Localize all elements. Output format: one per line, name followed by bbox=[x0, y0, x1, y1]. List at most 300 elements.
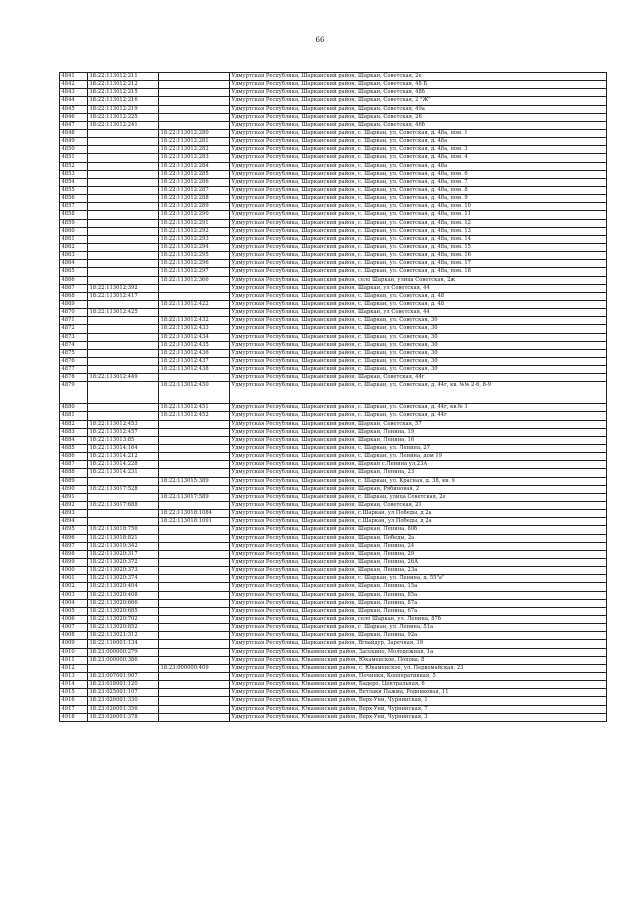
premises-cadastral-number-cell bbox=[159, 485, 230, 493]
address-cell: Удмуртская Республика, Шарканский район, Шаркан, Советская, 49а bbox=[230, 105, 607, 113]
cadastral-number-cell bbox=[88, 341, 159, 349]
row-number-cell: 4915 bbox=[60, 689, 88, 697]
table-row bbox=[60, 325, 607, 333]
premises-cadastral-number-cell bbox=[159, 469, 230, 477]
cadastral-number-cell bbox=[88, 477, 159, 485]
row-number-cell: 4886 bbox=[60, 453, 88, 461]
premises-cadastral-number-cell bbox=[159, 374, 230, 382]
row-number-cell: 4911 bbox=[60, 656, 88, 664]
premises-cadastral-number-cell: 18:22:113018:1084 bbox=[159, 510, 230, 518]
table-row bbox=[60, 203, 607, 211]
registry-table bbox=[59, 72, 607, 722]
cadastral-number-cell bbox=[88, 146, 159, 154]
address-cell: Удмуртская Республика, Шарканский район, с. Шаркан, ул. Советская, 30 bbox=[230, 349, 607, 357]
cadastral-number-cell bbox=[88, 235, 159, 243]
row-number-cell: 4898 bbox=[60, 550, 88, 558]
row-number-cell: 4899 bbox=[60, 559, 88, 567]
cadastral-number-cell bbox=[88, 219, 159, 227]
row-number-cell: 4861 bbox=[60, 235, 88, 243]
premises-cadastral-number-cell: 18:22:113012:291 bbox=[159, 219, 230, 227]
premises-cadastral-number-cell: 18:22:113012:436 bbox=[159, 349, 230, 357]
premises-cadastral-number-cell: 18:22:113012:293 bbox=[159, 235, 230, 243]
row-number-cell: 4849 bbox=[60, 138, 88, 146]
row-number-cell: 4917 bbox=[60, 705, 88, 713]
address-cell: Удмуртская Республика, Шарканский район, с. Шаркан, ул. Советская, д. 48 bbox=[230, 300, 607, 308]
premises-cadastral-number-cell bbox=[159, 461, 230, 469]
row-number-cell: 4912 bbox=[60, 664, 88, 672]
address-cell: Удмуртская Республика, Шарканский район, Шаркан, Советская, 46б bbox=[230, 121, 607, 129]
premises-cadastral-number-cell bbox=[159, 97, 230, 105]
premises-cadastral-number-cell bbox=[159, 567, 230, 575]
row-number-cell: 4907 bbox=[60, 624, 88, 632]
cadastral-number-cell: 18:22:113018:821 bbox=[88, 534, 159, 542]
table-row bbox=[60, 436, 607, 444]
table-row bbox=[60, 672, 607, 680]
table-row bbox=[60, 317, 607, 325]
address-cell: Удмуртская Республика, Шарканский район, село Шаркан, ул. Ленина, 87б bbox=[230, 616, 607, 624]
row-number-cell: 4897 bbox=[60, 542, 88, 550]
cadastral-number-cell bbox=[88, 664, 159, 672]
page-number: 66 bbox=[315, 36, 325, 44]
address-cell: Удмуртская Республика, Шарканский район, Шаркан, Ленина, 16 bbox=[230, 436, 607, 444]
address-cell: Удмуртская Республика, Шарканский район, с. Шаркан, ул. Советская, д. 48а, пом. 7 bbox=[230, 178, 607, 186]
table-row bbox=[60, 510, 607, 518]
cadastral-number-cell bbox=[88, 203, 159, 211]
cadastral-number-cell: 18:22:113020:666 bbox=[88, 599, 159, 607]
cadastral-number-cell: 18:23:026001:378 bbox=[88, 713, 159, 721]
cadastral-number-cell: 18:22:113017:528 bbox=[88, 485, 159, 493]
table-row bbox=[60, 559, 607, 567]
cadastral-number-cell: 18:22:113020:317 bbox=[88, 550, 159, 558]
row-number-cell: 4868 bbox=[60, 292, 88, 300]
table-row bbox=[60, 243, 607, 251]
row-number-cell: 4854 bbox=[60, 178, 88, 186]
table-row bbox=[60, 105, 607, 113]
table-row bbox=[60, 73, 607, 81]
row-number-cell: 4871 bbox=[60, 317, 88, 325]
premises-cadastral-number-cell: 18:22:113012:280 bbox=[159, 129, 230, 137]
row-number-cell: 4891 bbox=[60, 493, 88, 501]
row-number-cell: 4850 bbox=[60, 146, 88, 154]
premises-cadastral-number-cell: 18:22:113012:451 bbox=[159, 404, 230, 412]
cadastral-number-cell bbox=[88, 300, 159, 308]
row-number-cell: 4909 bbox=[60, 640, 88, 648]
premises-cadastral-number-cell: 18:22:113012:296 bbox=[159, 260, 230, 268]
cadastral-number-cell: 18:22:113017:688 bbox=[88, 502, 159, 510]
row-number-cell: 4916 bbox=[60, 697, 88, 705]
address-cell: Удмуртская Республика, Шарканский район, Шаркан, Советская, 26 bbox=[230, 113, 607, 121]
row-number-cell: 4890 bbox=[60, 485, 88, 493]
table-row bbox=[60, 567, 607, 575]
premises-cadastral-number-cell bbox=[159, 713, 230, 721]
cadastral-number-cell bbox=[88, 162, 159, 170]
table-row bbox=[60, 485, 607, 493]
address-cell: Удмуртская Республика, Шарканский район, Шаркан, Ленина, 92а bbox=[230, 632, 607, 640]
table-row bbox=[60, 146, 607, 154]
cadastral-number-cell: 18:22:113012:417 bbox=[88, 292, 159, 300]
table-row bbox=[60, 113, 607, 121]
address-cell: Удмуртская Республика, Шарканский район, с. Шаркан, ул. Советская, д. 48а, пом. 12 bbox=[230, 219, 607, 227]
premises-cadastral-number-cell bbox=[159, 436, 230, 444]
cadastral-number-cell: 18:22:113014:228 bbox=[88, 461, 159, 469]
premises-cadastral-number-cell: 18:22:113012:284 bbox=[159, 162, 230, 170]
cadastral-number-cell bbox=[88, 357, 159, 365]
address-cell: Удмуртская Республика, Шарканский район, Шаркан, Ленина, 85а bbox=[230, 591, 607, 599]
row-number-cell: 4842 bbox=[60, 81, 88, 89]
row-number-cell: 4856 bbox=[60, 195, 88, 203]
row-number-cell: 4903 bbox=[60, 591, 88, 599]
cadastral-number-cell: 18:22:113012:216 bbox=[88, 97, 159, 105]
premises-cadastral-number-cell: 18:22:113012:433 bbox=[159, 325, 230, 333]
table-row bbox=[60, 300, 607, 308]
address-cell: Удмуртская Республика, Шарканский район, с. Шаркан, ул. Советская, д. 48а, пом. 18 bbox=[230, 268, 607, 276]
address-cell: Удмуртская Республика, Шарканский район, Шаркан, Ленина, 23 bbox=[230, 469, 607, 477]
row-number-cell: 4900 bbox=[60, 567, 88, 575]
table-row bbox=[60, 477, 607, 485]
row-number-cell: 4870 bbox=[60, 309, 88, 317]
row-number-cell: 4914 bbox=[60, 681, 88, 689]
table-row bbox=[60, 374, 607, 382]
premises-cadastral-number-cell: 18:22:113012:286 bbox=[159, 178, 230, 186]
row-number-cell: 4908 bbox=[60, 632, 88, 640]
table-row bbox=[60, 705, 607, 713]
cadastral-number-cell bbox=[88, 211, 159, 219]
cadastral-number-cell: 18:22:113020:373 bbox=[88, 567, 159, 575]
table-row bbox=[60, 195, 607, 203]
address-cell: Удмуртская Республика, Шарканский район, с. Шаркан, ул. Советская, д. 48а, пом. 15 bbox=[230, 243, 607, 251]
premises-cadastral-number-cell: 18:22:113012:452 bbox=[159, 412, 230, 420]
cadastral-number-cell: 18:22:113020:404 bbox=[88, 583, 159, 591]
cadastral-number-cell bbox=[88, 129, 159, 137]
table-row bbox=[60, 129, 607, 137]
cadastral-number-cell bbox=[88, 227, 159, 235]
premises-cadastral-number-cell bbox=[159, 599, 230, 607]
address-cell: Удмуртская Республика, Шарканский район, Шаркан, Советская, 44г bbox=[230, 374, 607, 382]
cadastral-number-cell: 18:22:113020:408 bbox=[88, 591, 159, 599]
table-row bbox=[60, 469, 607, 477]
row-number-cell: 4874 bbox=[60, 341, 88, 349]
address-cell: Удмуртская Республика, Шарканский район, Шаркан, Советская, 48 Б bbox=[230, 81, 607, 89]
premises-cadastral-number-cell: 18:22:113017:589 bbox=[159, 493, 230, 501]
table-row bbox=[60, 583, 607, 591]
premises-cadastral-number-cell: 18:22:113012:282 bbox=[159, 146, 230, 154]
table-row bbox=[60, 235, 607, 243]
row-number-cell: 4889 bbox=[60, 477, 88, 485]
row-number-cell: 4901 bbox=[60, 575, 88, 583]
row-number-cell: 4887 bbox=[60, 461, 88, 469]
row-number-cell: 4845 bbox=[60, 105, 88, 113]
table-row bbox=[60, 681, 607, 689]
row-number-cell: 4864 bbox=[60, 260, 88, 268]
address-cell: Удмуртская Республика, Шарканский район, с. Шаркан, ул. Ленина, дом 19 bbox=[230, 453, 607, 461]
row-number-cell: 4875 bbox=[60, 349, 88, 357]
row-number-cell: 4851 bbox=[60, 154, 88, 162]
row-number-cell: 4895 bbox=[60, 526, 88, 534]
table-row bbox=[60, 341, 607, 349]
premises-cadastral-number-cell bbox=[159, 292, 230, 300]
cadastral-number-cell: 18:23:000000:279 bbox=[88, 648, 159, 656]
premises-cadastral-number-cell: 18:22:113012:297 bbox=[159, 268, 230, 276]
premises-cadastral-number-cell bbox=[159, 583, 230, 591]
cadastral-number-cell bbox=[88, 170, 159, 178]
cadastral-number-cell bbox=[88, 404, 159, 412]
address-cell: Удмуртская Республика, Шарканский район, с. Шаркан, ул. Ленина, 51а bbox=[230, 624, 607, 632]
row-number-cell: 4873 bbox=[60, 333, 88, 341]
cadastral-number-cell bbox=[88, 366, 159, 374]
premises-cadastral-number-cell bbox=[159, 607, 230, 615]
premises-cadastral-number-cell bbox=[159, 624, 230, 632]
cadastral-number-cell: 18:23:000000:386 bbox=[88, 656, 159, 664]
cadastral-number-cell: 18:22:113012:425 bbox=[88, 309, 159, 317]
address-cell: Удмуртская Республика, Шарканский район, Ягвайдур, Заречная, 19 bbox=[230, 640, 607, 648]
table-row bbox=[60, 713, 607, 721]
row-number-cell: 4913 bbox=[60, 672, 88, 680]
table-row bbox=[60, 412, 607, 420]
cadastral-number-cell bbox=[88, 382, 159, 404]
address-cell: Удмуртская Республика, Шарканский район, с. Шаркан, ул. Советская, д. 48а, пом. 1 bbox=[230, 129, 607, 137]
premises-cadastral-number-cell bbox=[159, 681, 230, 689]
cadastral-number-cell: 18:22:113014:164 bbox=[88, 445, 159, 453]
address-cell: Удмуртская Республика, Шарканский район, с. Шаркан, ул. Советская, д. 44г, кв.№ 1 bbox=[230, 404, 607, 412]
premises-cadastral-number-cell bbox=[159, 526, 230, 534]
row-number-cell: 4904 bbox=[60, 599, 88, 607]
table-row bbox=[60, 624, 607, 632]
cadastral-number-cell bbox=[88, 325, 159, 333]
cadastral-number-cell bbox=[88, 154, 159, 162]
cadastral-number-cell: 18:23:026001:356 bbox=[88, 705, 159, 713]
premises-cadastral-number-cell: 18:22:113012:287 bbox=[159, 186, 230, 194]
address-cell: Удмуртская Республика, Шарканский район, Шаркан с.Ленина ул,23А bbox=[230, 461, 607, 469]
premises-cadastral-number-cell: 18:22:113012:285 bbox=[159, 170, 230, 178]
cadastral-number-cell bbox=[88, 518, 159, 526]
table-row bbox=[60, 420, 607, 428]
table-row bbox=[60, 309, 607, 317]
table-row bbox=[60, 357, 607, 365]
premises-cadastral-number-cell: 18:22:113015:389 bbox=[159, 477, 230, 485]
address-cell: Удмуртская Республика, Шарканский район, с. Шаркан, ул. Советская, д. 48а, пом. 6 bbox=[230, 170, 607, 178]
premises-cadastral-number-cell bbox=[159, 616, 230, 624]
row-number-cell: 4844 bbox=[60, 97, 88, 105]
premises-cadastral-number-cell: 18:22:113012:435 bbox=[159, 341, 230, 349]
row-number-cell: 4846 bbox=[60, 113, 88, 121]
row-number-cell: 4893 bbox=[60, 510, 88, 518]
row-number-cell: 4894 bbox=[60, 518, 88, 526]
row-number-cell: 4843 bbox=[60, 89, 88, 97]
address-cell: Удмуртская Республика, Шарканский район, с. Шаркан, ул. Советская, д. 48а, пом. 3 bbox=[230, 146, 607, 154]
premises-cadastral-number-cell: 18:22:113012:288 bbox=[159, 195, 230, 203]
row-number-cell: 4862 bbox=[60, 243, 88, 251]
cadastral-number-cell: 18:22:113012:215 bbox=[88, 89, 159, 97]
row-number-cell: 4863 bbox=[60, 252, 88, 260]
cadastral-number-cell: 18:22:113012:449 bbox=[88, 374, 159, 382]
row-number-cell: 4860 bbox=[60, 227, 88, 235]
address-cell: Удмуртская Республика, Шарканский район, с. Шаркан, ул. Советская, д. 48а, пом. 17 bbox=[230, 260, 607, 268]
premises-cadastral-number-cell bbox=[159, 705, 230, 713]
row-number-cell: 4882 bbox=[60, 420, 88, 428]
cadastral-number-cell bbox=[88, 186, 159, 194]
premises-cadastral-number-cell bbox=[159, 284, 230, 292]
row-number-cell: 4841 bbox=[60, 73, 88, 81]
cadastral-number-cell: 18:23:018001:120 bbox=[88, 681, 159, 689]
address-cell: Удмуртская Республика, Шарканский район, с. Шаркан, ул. Советская, д. 44г bbox=[230, 412, 607, 420]
premises-cadastral-number-cell bbox=[159, 445, 230, 453]
address-cell: Удмуртская Республика, Юкаменский район, Юкаменское, Попова, 8 bbox=[230, 656, 607, 664]
cadastral-number-cell bbox=[88, 252, 159, 260]
row-number-cell: 4858 bbox=[60, 211, 88, 219]
table-row bbox=[60, 526, 607, 534]
table-row bbox=[60, 81, 607, 89]
premises-cadastral-number-cell: 18:22:113012:295 bbox=[159, 252, 230, 260]
cadastral-number-cell: 18:22:116001:134 bbox=[88, 640, 159, 648]
cadastral-number-cell: 18:22:113019:342 bbox=[88, 542, 159, 550]
row-number-cell: 4892 bbox=[60, 502, 88, 510]
cadastral-number-cell: 18:22:113012:392 bbox=[88, 284, 159, 292]
table-row bbox=[60, 591, 607, 599]
table-row bbox=[60, 664, 607, 672]
table-row bbox=[60, 461, 607, 469]
address-cell: Удмуртская Республика, Юкаменский район, Починки, Кооперативная, 5 bbox=[230, 672, 607, 680]
cadastral-number-cell: 18:22:113012:241 bbox=[88, 121, 159, 129]
address-cell: Удмуртская Республика, Шарканский район, с. Шаркан, ул. Советская, д. 44г, кв. №№ 2-6, 8-9 bbox=[230, 382, 607, 404]
table-row bbox=[60, 534, 607, 542]
row-number-cell: 4855 bbox=[60, 186, 88, 194]
address-cell: Удмуртская Республика, Шарканский район, Шаркан, Ленина, 67а bbox=[230, 607, 607, 615]
address-cell: Удмуртская Республика, Шарканский район, Шаркан, ул Советская, 44 bbox=[230, 309, 607, 317]
address-cell: Удмуртская Республика, Шарканский район, село Шаркан, улица Советская, 2ж bbox=[230, 276, 607, 284]
cadastral-number-cell bbox=[88, 333, 159, 341]
table-row bbox=[60, 349, 607, 357]
row-number-cell: 4880 bbox=[60, 404, 88, 412]
premises-cadastral-number-cell: 18:22:113012:422 bbox=[159, 300, 230, 308]
address-cell: Удмуртская Республика, Шарканский район, с. Шаркан, ул. Советская, д. 48а, пом. 10 bbox=[230, 203, 607, 211]
address-cell: Удмуртская Республика, Шарканский район, с. Шаркан, ул. Советская, д. 48а, пом. 4 bbox=[230, 154, 607, 162]
cadastral-number-cell: 18:22:113012:211 bbox=[88, 73, 159, 81]
table-row bbox=[60, 162, 607, 170]
premises-cadastral-number-cell bbox=[159, 502, 230, 510]
table-row bbox=[60, 382, 607, 404]
address-cell: Удмуртская Республика, Шарканский район, с. Шаркан, ул. Советская, д. 48а bbox=[230, 162, 607, 170]
address-cell: Удмуртская Республика, Шарканский район, с. Шаркан, ул. Советская, 30 bbox=[230, 317, 607, 325]
table-row bbox=[60, 170, 607, 178]
cadastral-number-cell bbox=[88, 412, 159, 420]
cadastral-number-cell: 18:22:113013:85 bbox=[88, 436, 159, 444]
cadastral-number-cell: 18:22:113012:453 bbox=[88, 420, 159, 428]
table-row bbox=[60, 616, 607, 624]
premises-cadastral-number-cell bbox=[159, 689, 230, 697]
address-cell: Удмуртская Республика, Юкаменский район, Верх-Уни, Чурнинская, 1 bbox=[230, 697, 607, 705]
row-number-cell: 4910 bbox=[60, 648, 88, 656]
registry-table-container bbox=[59, 72, 607, 722]
row-number-cell: 4885 bbox=[60, 445, 88, 453]
premises-cadastral-number-cell bbox=[159, 656, 230, 664]
table-row bbox=[60, 292, 607, 300]
premises-cadastral-number-cell: 18:22:113012:366 bbox=[159, 276, 230, 284]
premises-cadastral-number-cell bbox=[159, 542, 230, 550]
premises-cadastral-number-cell: 18:22:113012:289 bbox=[159, 203, 230, 211]
table-row bbox=[60, 138, 607, 146]
premises-cadastral-number-cell: 18:22:113012:432 bbox=[159, 317, 230, 325]
premises-cadastral-number-cell bbox=[159, 309, 230, 317]
premises-cadastral-number-cell bbox=[159, 81, 230, 89]
address-cell: Удмуртская Республика, Шарканский район, с. Шаркан, ул. Ленина, д. 55"а" bbox=[230, 575, 607, 583]
premises-cadastral-number-cell bbox=[159, 73, 230, 81]
address-cell: Удмуртская Республика, Юкаменский район, Засекино, Молодежная, 1а bbox=[230, 648, 607, 656]
row-number-cell: 4896 bbox=[60, 534, 88, 542]
cadastral-number-cell bbox=[88, 349, 159, 357]
row-number-cell: 4859 bbox=[60, 219, 88, 227]
premises-cadastral-number-cell bbox=[159, 559, 230, 567]
address-cell: Удмуртская Республика, Шарканский район, Шаркан, Ленина, 24 bbox=[230, 542, 607, 550]
table-row bbox=[60, 648, 607, 656]
cadastral-number-cell bbox=[88, 260, 159, 268]
cadastral-number-cell bbox=[88, 493, 159, 501]
row-number-cell: 4853 bbox=[60, 170, 88, 178]
cadastral-number-cell: 18:22:113012:219 bbox=[88, 105, 159, 113]
premises-cadastral-number-cell bbox=[159, 697, 230, 705]
table-row bbox=[60, 252, 607, 260]
premises-cadastral-number-cell: 18:22:113018:1091 bbox=[159, 518, 230, 526]
table-row bbox=[60, 599, 607, 607]
premises-cadastral-number-cell: 18:23:000000:409 bbox=[159, 664, 230, 672]
row-number-cell: 4869 bbox=[60, 300, 88, 308]
row-number-cell: 4847 bbox=[60, 121, 88, 129]
cadastral-number-cell bbox=[88, 195, 159, 203]
cadastral-number-cell: 18:22:113021:312 bbox=[88, 632, 159, 640]
table-row bbox=[60, 632, 607, 640]
row-number-cell: 4848 bbox=[60, 129, 88, 137]
table-row bbox=[60, 211, 607, 219]
row-number-cell: 4878 bbox=[60, 374, 88, 382]
address-cell: Удмуртская Республика, Шарканский район, Шаркан, Советская, 2е bbox=[230, 73, 607, 81]
cadastral-number-cell bbox=[88, 510, 159, 518]
cadastral-number-cell: 18:22:113012:212 bbox=[88, 81, 159, 89]
cadastral-number-cell: 18:22:113018:750 bbox=[88, 526, 159, 534]
address-cell: Удмуртская Республика, Шарканский район, с. Шаркан, ул. Советская, 30 bbox=[230, 325, 607, 333]
row-number-cell: 4906 bbox=[60, 616, 88, 624]
premises-cadastral-number-cell bbox=[159, 591, 230, 599]
table-row bbox=[60, 575, 607, 583]
table-row bbox=[60, 445, 607, 453]
premises-cadastral-number-cell: 18:22:113012:294 bbox=[159, 243, 230, 251]
address-cell: Удмуртская Республика, Юкаменский район, Ветлаки Пажма, Родниковая, 11 bbox=[230, 689, 607, 697]
table-row bbox=[60, 219, 607, 227]
table-row bbox=[60, 428, 607, 436]
address-cell: Удмуртская Республика, Шарканский район, с. Шаркан, ул. Советская, 30 bbox=[230, 341, 607, 349]
premises-cadastral-number-cell: 18:22:113012:438 bbox=[159, 366, 230, 374]
table-row bbox=[60, 697, 607, 705]
premises-cadastral-number-cell bbox=[159, 534, 230, 542]
address-cell: Удмуртская Республика, Шарканский район, Шаркан, ул Советская, 44 bbox=[230, 284, 607, 292]
row-number-cell: 4852 bbox=[60, 162, 88, 170]
address-cell: Удмуртская Республика, Юкаменский район, Бадеро, Центральная, 6 bbox=[230, 681, 607, 689]
address-cell: Удмуртская Республика, Шарканский район, Шаркан, Рябиновая, 2 bbox=[230, 485, 607, 493]
address-cell: Удмуртская Республика, Шарканский район, с. Шаркан, ул. Советская, 30 bbox=[230, 366, 607, 374]
premises-cadastral-number-cell: 18:22:113012:437 bbox=[159, 357, 230, 365]
premises-cadastral-number-cell: 18:22:113012:450 bbox=[159, 382, 230, 404]
cadastral-number-cell bbox=[88, 243, 159, 251]
address-cell: Удмуртская Республика, Шарканский район, с. Шаркан, ул. Советская, д. 48а, пом. 9 bbox=[230, 195, 607, 203]
row-number-cell: 4905 bbox=[60, 607, 88, 615]
cadastral-number-cell: 18:23:026001:330 bbox=[88, 697, 159, 705]
address-cell: Удмуртская Республика, Шарканский район, с. Шаркан, улица Советская, 2е bbox=[230, 493, 607, 501]
cadastral-number-cell bbox=[88, 138, 159, 146]
table-row bbox=[60, 550, 607, 558]
table-row bbox=[60, 227, 607, 235]
premises-cadastral-number-cell bbox=[159, 632, 230, 640]
cadastral-number-cell: 18:22:113020:702 bbox=[88, 616, 159, 624]
address-cell: Удмуртская Республика, Шарканский район, Шаркан, Ленина, 29 bbox=[230, 550, 607, 558]
premises-cadastral-number-cell bbox=[159, 428, 230, 436]
